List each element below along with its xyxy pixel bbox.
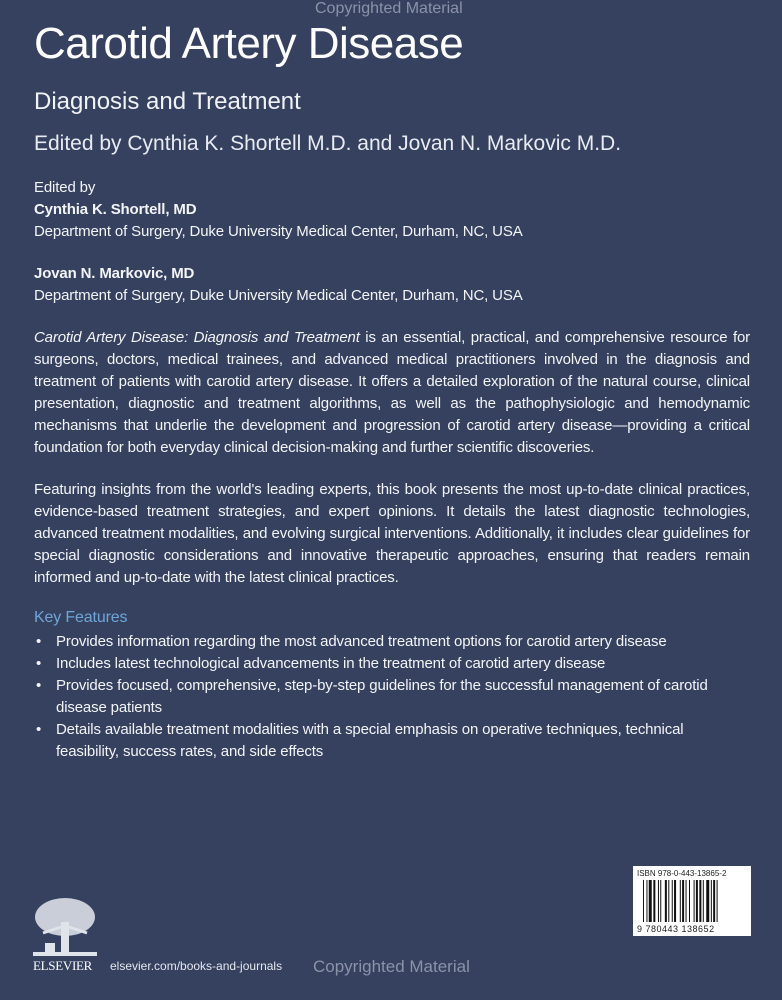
barcode-bar bbox=[717, 880, 718, 922]
barcode-bar bbox=[653, 880, 655, 922]
description-paragraph-2: Featuring insights from the world's leading experts, this book presents the most up-to-date clinical practices, evidence-based treatment strategies, and expert opinions. It details the latest diagnostic technologies, advanced treatment modalities, and evolving surgical interventions. Additionally, it includes clear guidelines for special diagnostic considerations and innovative therapeutic approaches, ensuring that readers remain informed and up-to-date with the latest clinical practices. bbox=[34, 481, 750, 586]
barcode-bar bbox=[680, 880, 681, 922]
barcode-bar bbox=[682, 880, 684, 922]
editor-name: Cynthia K. Shortell, MD bbox=[34, 201, 197, 218]
editor-name: Jovan N. Markovic, MD bbox=[34, 265, 195, 282]
editor-affiliation: Department of Surgery, Duke University Medical Center, Durham, NC, USA bbox=[34, 287, 523, 304]
editor-affiliation: Department of Surgery, Duke University Medical Center, Durham, NC, USA bbox=[34, 223, 523, 240]
barcode-bar bbox=[672, 880, 673, 922]
elsevier-tree-logo-icon bbox=[33, 897, 97, 957]
barcode-bar bbox=[643, 880, 644, 922]
barcode-bar bbox=[668, 880, 669, 922]
book-title-italic: Carotid Artery Disease: Diagnosis and Treatment bbox=[34, 329, 360, 346]
barcode-bar bbox=[713, 880, 715, 922]
barcode-bar bbox=[674, 880, 676, 922]
watermark-top: Copyrighted Material bbox=[315, 0, 463, 17]
main-content bbox=[34, 177, 750, 763]
edited-by-line: Edited by Cynthia K. Shortell M.D. and Jovan N. Markovic M.D. bbox=[34, 132, 622, 155]
key-features-heading: Key Features bbox=[34, 609, 128, 626]
list-item: • Includes latest technological advancements in the treatment of carotid artery disease bbox=[34, 653, 750, 675]
book-title: Carotid Artery Disease bbox=[34, 19, 464, 68]
list-item: • Provides focused, comprehensive, step-by-step guidelines for the successful management of carotid disease patients bbox=[34, 675, 750, 719]
barcode-bars-icon bbox=[643, 880, 743, 922]
editors-label: Edited by bbox=[34, 179, 96, 196]
isbn-text: ISBN 978-0-443-13865-2 bbox=[637, 869, 727, 878]
ean-number: 9 780443 138652 bbox=[637, 924, 715, 934]
barcode-bar bbox=[686, 880, 687, 922]
editors-block bbox=[34, 177, 750, 307]
description-text: is an essential, practical, and comprehensive resource for surgeons, doctors, medical trainees, and advanced medical practitioners involved in the diagnosis and treatment of patients with carotid artery disease. It offers a detailed exploration of the natural course, clinical presentation, diagnostic and treatment algorithms, as well as the pathophysiologic and hemodynamic mechanisms that underlie the development and progression of carotid artery disease—providing a critical foundation for both everyday clinical decision-making and further scientific discoveries. bbox=[34, 329, 750, 456]
barcode-bar bbox=[694, 880, 695, 922]
list-item: • Details available treatment modalities with a special emphasis on operative techniques, technical feasibility, success rates, and side effects bbox=[34, 719, 750, 763]
watermark-bottom: Copyrighted Material bbox=[313, 957, 470, 976]
publisher-url[interactable]: elsevier.com/books-and-journals bbox=[110, 959, 283, 973]
publisher-name: ELSEVIER bbox=[33, 958, 92, 973]
barcode-bar bbox=[706, 880, 709, 922]
barcode-bar bbox=[696, 880, 698, 922]
description-paragraph-1 bbox=[34, 327, 750, 459]
barcode-bar bbox=[665, 880, 667, 922]
list-item: • Provides information regarding the most advanced treatment options for carotid artery disease bbox=[34, 631, 750, 653]
barcode-bar bbox=[689, 880, 690, 922]
key-features-list bbox=[34, 631, 750, 763]
barcode-bar bbox=[703, 880, 704, 922]
barcode-bar bbox=[699, 880, 701, 922]
barcode bbox=[633, 866, 751, 936]
barcode-bar bbox=[660, 880, 661, 922]
barcode-bar bbox=[646, 880, 647, 922]
barcode-bar bbox=[658, 880, 659, 922]
book-subtitle: Diagnosis and Treatment bbox=[34, 88, 301, 115]
barcode-bar bbox=[649, 880, 652, 922]
barcode-bar bbox=[711, 880, 712, 922]
